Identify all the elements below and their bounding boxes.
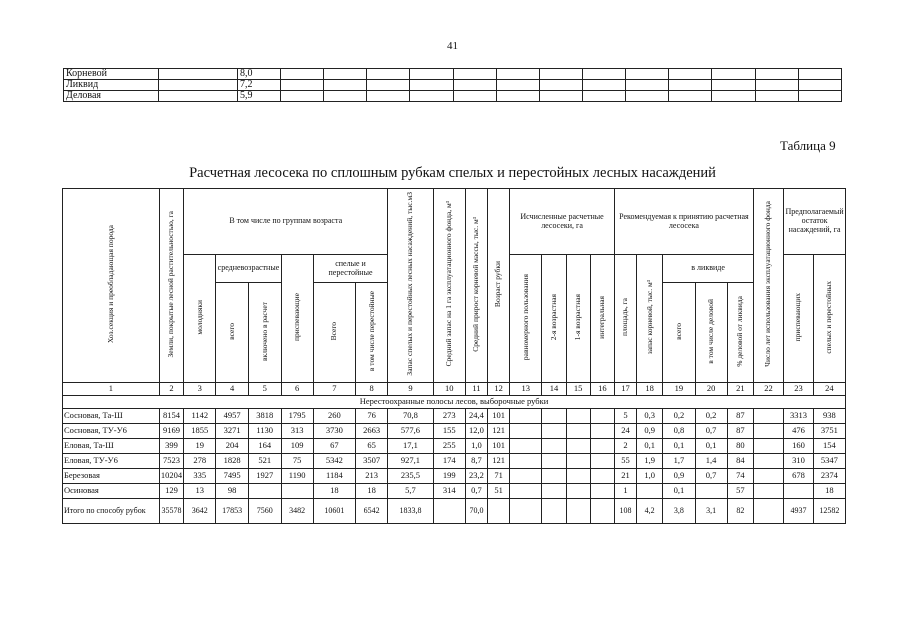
table-cell <box>784 484 814 499</box>
table-cell: 1,7 <box>663 454 695 469</box>
table-cell <box>590 499 614 524</box>
table-cell: 160 <box>784 439 814 454</box>
table-cell: 1142 <box>184 409 216 424</box>
table-cell <box>542 454 566 469</box>
header-cell: В том числе по группам возраста <box>184 189 388 255</box>
header-cell: запас корневой, тыс. м³ <box>637 255 663 383</box>
table-cell: 8,7 <box>465 454 487 469</box>
column-number: 8 <box>356 383 388 396</box>
table-cell <box>753 499 783 524</box>
row-species: Сосновая, ТУ-У6 <box>63 424 160 439</box>
cutting-area-table <box>62 188 846 524</box>
header-cell: равномерного пользования <box>510 255 542 383</box>
table-cell: 1184 <box>313 469 355 484</box>
table-cell <box>590 454 614 469</box>
table-cell: 4957 <box>216 409 249 424</box>
table-cell <box>542 499 566 524</box>
table-cell <box>753 469 783 484</box>
table-cell <box>510 439 542 454</box>
table-cell: 121 <box>488 454 510 469</box>
column-number: 14 <box>542 383 566 396</box>
table-cell: 2663 <box>356 424 388 439</box>
table-cell: 1828 <box>216 454 249 469</box>
table-cell: 10204 <box>159 469 183 484</box>
header-cell: приспевающих <box>784 255 814 383</box>
header-cell: Исчисленные расчетные лесосеки, га <box>510 189 615 255</box>
table-cell: 55 <box>614 454 636 469</box>
table-cell: 174 <box>433 454 465 469</box>
table-cell: 3507 <box>356 454 388 469</box>
table-cell: 164 <box>248 439 281 454</box>
table-cell: 2 <box>614 439 636 454</box>
header-row-1 <box>63 189 846 255</box>
column-number: 4 <box>216 383 249 396</box>
row-species: Осиновая <box>63 484 160 499</box>
table-cell: 109 <box>281 439 313 454</box>
table-cell <box>753 409 783 424</box>
table-cell <box>753 424 783 439</box>
table-cell: 18 <box>313 484 355 499</box>
header-cell: Всего <box>313 283 355 383</box>
header-cell: Запас спелых и перестойных лесных насаждений, тыс.м3 <box>388 189 433 383</box>
table-cell: 17,1 <box>388 439 433 454</box>
table-cell: 35578 <box>159 499 183 524</box>
table-row <box>63 424 846 439</box>
table-cell <box>566 439 590 454</box>
table-row <box>64 91 842 102</box>
table-cell: 314 <box>433 484 465 499</box>
row-species: Еловая, Та-Ш <box>63 439 160 454</box>
header-cell: Средний прирост корневой массы, тыс. м³ <box>465 189 487 383</box>
table-cell: 10601 <box>313 499 355 524</box>
header-cell: % деловой от ликвида <box>727 283 753 383</box>
row-value: 5,9 <box>238 91 281 102</box>
table-cell <box>566 409 590 424</box>
column-number: 13 <box>510 383 542 396</box>
row-species: Еловая, ТУ-У6 <box>63 454 160 469</box>
table-cell <box>753 454 783 469</box>
header-cell: средневозрастные <box>216 255 281 283</box>
column-number: 15 <box>566 383 590 396</box>
table-cell <box>637 484 663 499</box>
table-cell: 3751 <box>813 424 845 439</box>
header-cell: площадь, га <box>614 255 636 383</box>
table-row <box>63 484 846 499</box>
table-cell: 521 <box>248 454 281 469</box>
table-row <box>63 454 846 469</box>
table-cell <box>542 424 566 439</box>
table-cell: 310 <box>784 454 814 469</box>
table-cell: 577,6 <box>388 424 433 439</box>
row-species: Сосновая, Та-Ш <box>63 409 160 424</box>
table-cell <box>281 484 313 499</box>
header-cell: в том числе перестойные <box>356 283 388 383</box>
table-cell: 278 <box>184 454 216 469</box>
column-number: 12 <box>488 383 510 396</box>
table-row <box>64 80 842 91</box>
table-title: Расчетная лесосека по сплошным рубкам спелых и перестойных лесных насаждений <box>189 165 716 181</box>
table-cell: 0,9 <box>637 424 663 439</box>
table-cell <box>510 454 542 469</box>
table-cell: 12,0 <box>465 424 487 439</box>
table-cell: 9169 <box>159 424 183 439</box>
table-cell <box>510 409 542 424</box>
table-cell: 1,9 <box>637 454 663 469</box>
table-cell: 5,7 <box>388 484 433 499</box>
table-cell <box>590 469 614 484</box>
header-cell: Число лет использования эксплуатационного фонда <box>753 189 783 383</box>
table-cell: 70,8 <box>388 409 433 424</box>
table-cell: 101 <box>488 439 510 454</box>
column-number: 19 <box>663 383 695 396</box>
table-cell: 938 <box>813 409 845 424</box>
table-cell <box>433 499 465 524</box>
column-number: 5 <box>248 383 281 396</box>
column-number: 10 <box>433 383 465 396</box>
header-cell: спелые и перестойные <box>313 255 388 283</box>
table-cell <box>542 439 566 454</box>
table-cell: 98 <box>216 484 249 499</box>
table-row <box>63 439 846 454</box>
table-cell: 75 <box>281 454 313 469</box>
table-cell: 121 <box>488 424 510 439</box>
table-cell: 3482 <box>281 499 313 524</box>
table-cell: 5 <box>614 409 636 424</box>
table-cell: 87 <box>727 424 753 439</box>
row-species: Итого по способу рубок <box>63 499 160 524</box>
column-number: 16 <box>590 383 614 396</box>
table-cell: 3313 <box>784 409 814 424</box>
column-number: 22 <box>753 383 783 396</box>
table-cell: 927,1 <box>388 454 433 469</box>
column-number: 7 <box>313 383 355 396</box>
table-cell <box>590 484 614 499</box>
header-cell: 2-я возрастная <box>542 255 566 383</box>
table-row <box>64 69 842 80</box>
table-cell: 0,2 <box>663 409 695 424</box>
table-cell <box>566 484 590 499</box>
table-cell: 154 <box>813 439 845 454</box>
header-cell: в ликвиде <box>663 255 754 283</box>
table-cell: 213 <box>356 469 388 484</box>
table-cell: 0,7 <box>695 424 727 439</box>
table-cell: 7495 <box>216 469 249 484</box>
table-cell: 5347 <box>813 454 845 469</box>
column-number: 24 <box>813 383 845 396</box>
header-cell: Средний запас на 1 га эксплуатационного фонда, м³ <box>433 189 465 383</box>
table-row <box>63 409 846 424</box>
header-cell: спелых и перестойных <box>813 255 845 383</box>
table-cell: 0,9 <box>663 469 695 484</box>
table-cell: 0,1 <box>663 484 695 499</box>
column-number: 3 <box>184 383 216 396</box>
table-cell: 51 <box>488 484 510 499</box>
column-number: 11 <box>465 383 487 396</box>
header-cell: Рекомендуемая к принятию расчетная лесосека <box>614 189 753 255</box>
column-number: 18 <box>637 383 663 396</box>
table-cell: 129 <box>159 484 183 499</box>
table-cell: 204 <box>216 439 249 454</box>
table-cell <box>566 469 590 484</box>
column-number-row <box>63 383 846 396</box>
table-cell <box>510 424 542 439</box>
table-cell: 67 <box>313 439 355 454</box>
header-cell: Предполагаемый остаток насаждений, га <box>784 189 846 255</box>
table-cell: 155 <box>433 424 465 439</box>
table-cell <box>566 424 590 439</box>
table-cell <box>753 484 783 499</box>
table-cell <box>566 454 590 469</box>
table-cell: 1,0 <box>637 469 663 484</box>
table-cell <box>590 439 614 454</box>
table-cell: 24 <box>614 424 636 439</box>
header-cell: Хоз.секция и преобладающая порода <box>63 189 160 383</box>
table-cell: 8154 <box>159 409 183 424</box>
table-cell: 399 <box>159 439 183 454</box>
header-cell: 1-я возрастная <box>566 255 590 383</box>
table-cell: 1855 <box>184 424 216 439</box>
table-cell: 87 <box>727 409 753 424</box>
header-cell: включено в расчет <box>248 283 281 383</box>
table-cell: 101 <box>488 409 510 424</box>
table-cell: 3730 <box>313 424 355 439</box>
table-cell <box>510 469 542 484</box>
table-label: Таблица 9 <box>780 138 836 153</box>
row-value: 8,0 <box>238 69 281 80</box>
table-cell: 18 <box>813 484 845 499</box>
section-title: Нерестоохранные полосы лесов, выборочные рубки <box>63 396 846 409</box>
table-cell: 71 <box>488 469 510 484</box>
column-number: 9 <box>388 383 433 396</box>
total-body <box>63 499 846 524</box>
table-cell: 4937 <box>784 499 814 524</box>
table-cell: 12582 <box>813 499 845 524</box>
table-cell: 24,4 <box>465 409 487 424</box>
table-cell: 1 <box>614 484 636 499</box>
table-cell: 0,8 <box>663 424 695 439</box>
column-number: 1 <box>63 383 160 396</box>
table-row <box>63 469 846 484</box>
table-cell: 1833,8 <box>388 499 433 524</box>
table-cell: 0,3 <box>637 409 663 424</box>
table-cell: 313 <box>281 424 313 439</box>
header-cell: интегральная <box>590 255 614 383</box>
header-cell: всего <box>216 283 249 383</box>
table-cell: 678 <box>784 469 814 484</box>
header-cell: всего <box>663 283 695 383</box>
table-cell: 57 <box>727 484 753 499</box>
table-cell: 74 <box>727 469 753 484</box>
table-cell: 1795 <box>281 409 313 424</box>
table-cell <box>753 439 783 454</box>
table-cell: 23,2 <box>465 469 487 484</box>
table-cell: 76 <box>356 409 388 424</box>
continuation-table <box>63 68 842 102</box>
table-cell: 476 <box>784 424 814 439</box>
table-cell: 5342 <box>313 454 355 469</box>
row-species: Березовая <box>63 469 160 484</box>
row-label: Ликвид <box>64 80 159 91</box>
table-cell: 335 <box>184 469 216 484</box>
table-cell <box>510 484 542 499</box>
table-cell <box>590 424 614 439</box>
table-cell: 0,7 <box>695 469 727 484</box>
table-cell: 273 <box>433 409 465 424</box>
table-cell <box>542 484 566 499</box>
table-cell: 0,1 <box>695 439 727 454</box>
table-cell: 6542 <box>356 499 388 524</box>
table-cell: 19 <box>184 439 216 454</box>
table-cell <box>590 409 614 424</box>
table-cell: 260 <box>313 409 355 424</box>
table-cell <box>542 469 566 484</box>
column-number: 20 <box>695 383 727 396</box>
table-cell: 13 <box>184 484 216 499</box>
page-number: 41 <box>447 40 458 52</box>
table-cell: 18 <box>356 484 388 499</box>
table-cell: 3271 <box>216 424 249 439</box>
table-cell: 235,5 <box>388 469 433 484</box>
column-number: 21 <box>727 383 753 396</box>
table-cell: 80 <box>727 439 753 454</box>
table-cell: 17853 <box>216 499 249 524</box>
column-number: 23 <box>784 383 814 396</box>
row-value: 7,2 <box>238 80 281 91</box>
header-cell: Земли, покрытые лесной растительностью, га <box>159 189 183 383</box>
table-cell: 108 <box>614 499 636 524</box>
table-cell: 21 <box>614 469 636 484</box>
row-label: Деловая <box>64 91 159 102</box>
table-cell: 65 <box>356 439 388 454</box>
table-cell: 255 <box>433 439 465 454</box>
table-cell: 0,7 <box>465 484 487 499</box>
table-cell: 4,2 <box>637 499 663 524</box>
table-cell <box>488 499 510 524</box>
column-number: 2 <box>159 383 183 396</box>
table-cell: 70,0 <box>465 499 487 524</box>
row-label: Корневой <box>64 69 159 80</box>
table-cell: 1927 <box>248 469 281 484</box>
header-cell: приспевающие <box>281 255 313 383</box>
table-cell: 1130 <box>248 424 281 439</box>
table-cell: 3,1 <box>695 499 727 524</box>
section-row <box>63 396 846 409</box>
column-number: 6 <box>281 383 313 396</box>
table-cell: 1,0 <box>465 439 487 454</box>
table-cell: 2374 <box>813 469 845 484</box>
table-cell: 0,1 <box>637 439 663 454</box>
table-cell: 0,2 <box>695 409 727 424</box>
table-cell <box>510 499 542 524</box>
header-cell: в том числе деловой <box>695 283 727 383</box>
table-cell: 7523 <box>159 454 183 469</box>
header-cell: Возраст рубки <box>488 189 510 383</box>
table-cell: 3642 <box>184 499 216 524</box>
header-cell: молодняки <box>184 255 216 383</box>
table-cell: 3,8 <box>663 499 695 524</box>
table-cell: 7560 <box>248 499 281 524</box>
table-cell <box>542 409 566 424</box>
table-cell: 0,1 <box>663 439 695 454</box>
table-cell: 1190 <box>281 469 313 484</box>
table-cell: 3818 <box>248 409 281 424</box>
column-number: 17 <box>614 383 636 396</box>
table-cell: 82 <box>727 499 753 524</box>
table-cell: 1,4 <box>695 454 727 469</box>
table-cell: 199 <box>433 469 465 484</box>
table-cell <box>248 484 281 499</box>
table-cell <box>695 484 727 499</box>
total-row <box>63 499 846 524</box>
table-cell <box>566 499 590 524</box>
data-body <box>63 409 846 499</box>
table-cell: 84 <box>727 454 753 469</box>
